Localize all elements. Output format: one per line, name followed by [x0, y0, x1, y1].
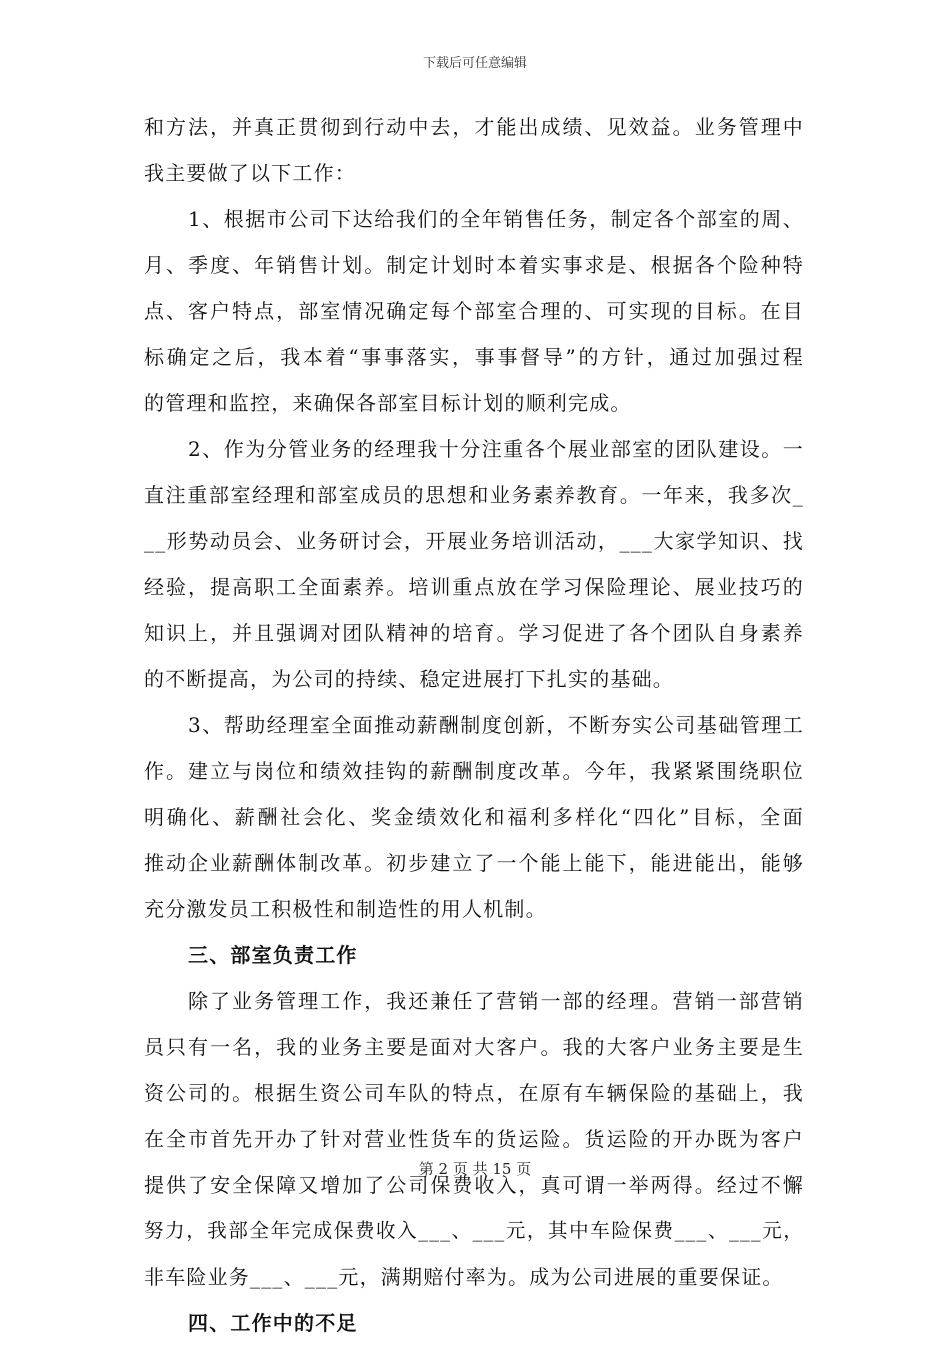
paragraph-line: 3、帮助经理室全面推动薪酬制度创新，不断夯实公司基础管理工: [188, 713, 804, 737]
paragraph-line: 作。建立与岗位和绩效挂钩的薪酬制度改革。今年，我紧紧围绕职位: [144, 759, 804, 783]
paragraph-line: 2、作为分管业务的经理我十分注重各个展业部室的团队建设。一: [188, 437, 804, 461]
section-heading: 四、工作中的不足: [188, 1311, 358, 1335]
paragraph-line: 的不断提高，为公司的持续、稳定进展打下扎实的基础。: [144, 667, 674, 691]
paragraph-line: 非车险业务___、___元，满期赔付率为。成为公司进展的重要保证。: [144, 1265, 784, 1289]
paragraph-line: 除了业务管理工作，我还兼任了营销一部的经理。营销一部营销: [188, 989, 804, 1013]
page-footer: 第 2 页 共 15 页: [418, 1160, 532, 1178]
paragraph-line: 和方法，并真正贯彻到行动中去，才能出成绩、见效益。业务管理中: [144, 115, 804, 139]
section-heading: 三、部室负责工作: [188, 943, 358, 967]
paragraph-line: 推动企业薪酬体制改革。初步建立了一个能上能下，能进能出，能够: [144, 851, 804, 875]
paragraph-line: __形势动员会、业务研讨会，开展业务培训活动，___大家学知识、找: [144, 529, 804, 553]
page-header: 下载后可任意编辑: [422, 56, 527, 71]
paragraph-line: 的管理和监控，来确保各部室目标计划的顺利完成。: [144, 391, 632, 415]
paragraph-line: 充分激发员工积极性和制造性的用人机制。: [144, 897, 547, 921]
paragraph-line: 点、客户特点，部室情况确定每个部室合理的、可实现的目标。在目: [144, 299, 804, 323]
paragraph-line: 知识上，并且强调对团队精神的培育。学习促进了各个团队自身素养: [144, 621, 804, 645]
paragraph-line: 在全市首先开办了针对营业性货车的货运险。货运险的开办既为客户: [144, 1127, 804, 1151]
paragraph-line: 标确定之后，我本着“事事落实，事事督导”的方针，通过加强过程: [144, 345, 804, 369]
paragraph-line: 月、季度、年销售计划。制定计划时本着实事求是、根据各个险种特: [144, 253, 804, 277]
paragraph-line: 资公司的。根据生资公司车队的特点，在原有车辆保险的基础上，我: [144, 1081, 804, 1105]
paragraph-line: 我主要做了以下工作：: [144, 161, 356, 185]
paragraph-line: 经验，提高职工全面素养。培训重点放在学习保险理论、展业技巧的: [144, 575, 804, 599]
paragraph-line: 提供了安全保障又增加了公司保费收入，真可谓一举两得。经过不懈: [144, 1173, 804, 1197]
paragraph-line: 努力，我部全年完成保费收入___、___元，其中车险保费___、___元，: [144, 1219, 804, 1242]
paragraph-line: 员只有一名，我的业务主要是面对大客户。我的大客户业务主要是生: [144, 1035, 804, 1059]
paragraph-line: 明确化、薪酬社会化、奖金绩效化和福利多样化“四化”目标，全面: [144, 805, 804, 829]
paragraph-line: 直注重部室经理和部室成员的思想和业务素养教育。一年来，我多次_: [144, 483, 804, 507]
paragraph-line: 1、根据市公司下达给我们的全年销售任务，制定各个部室的周、: [188, 207, 804, 231]
